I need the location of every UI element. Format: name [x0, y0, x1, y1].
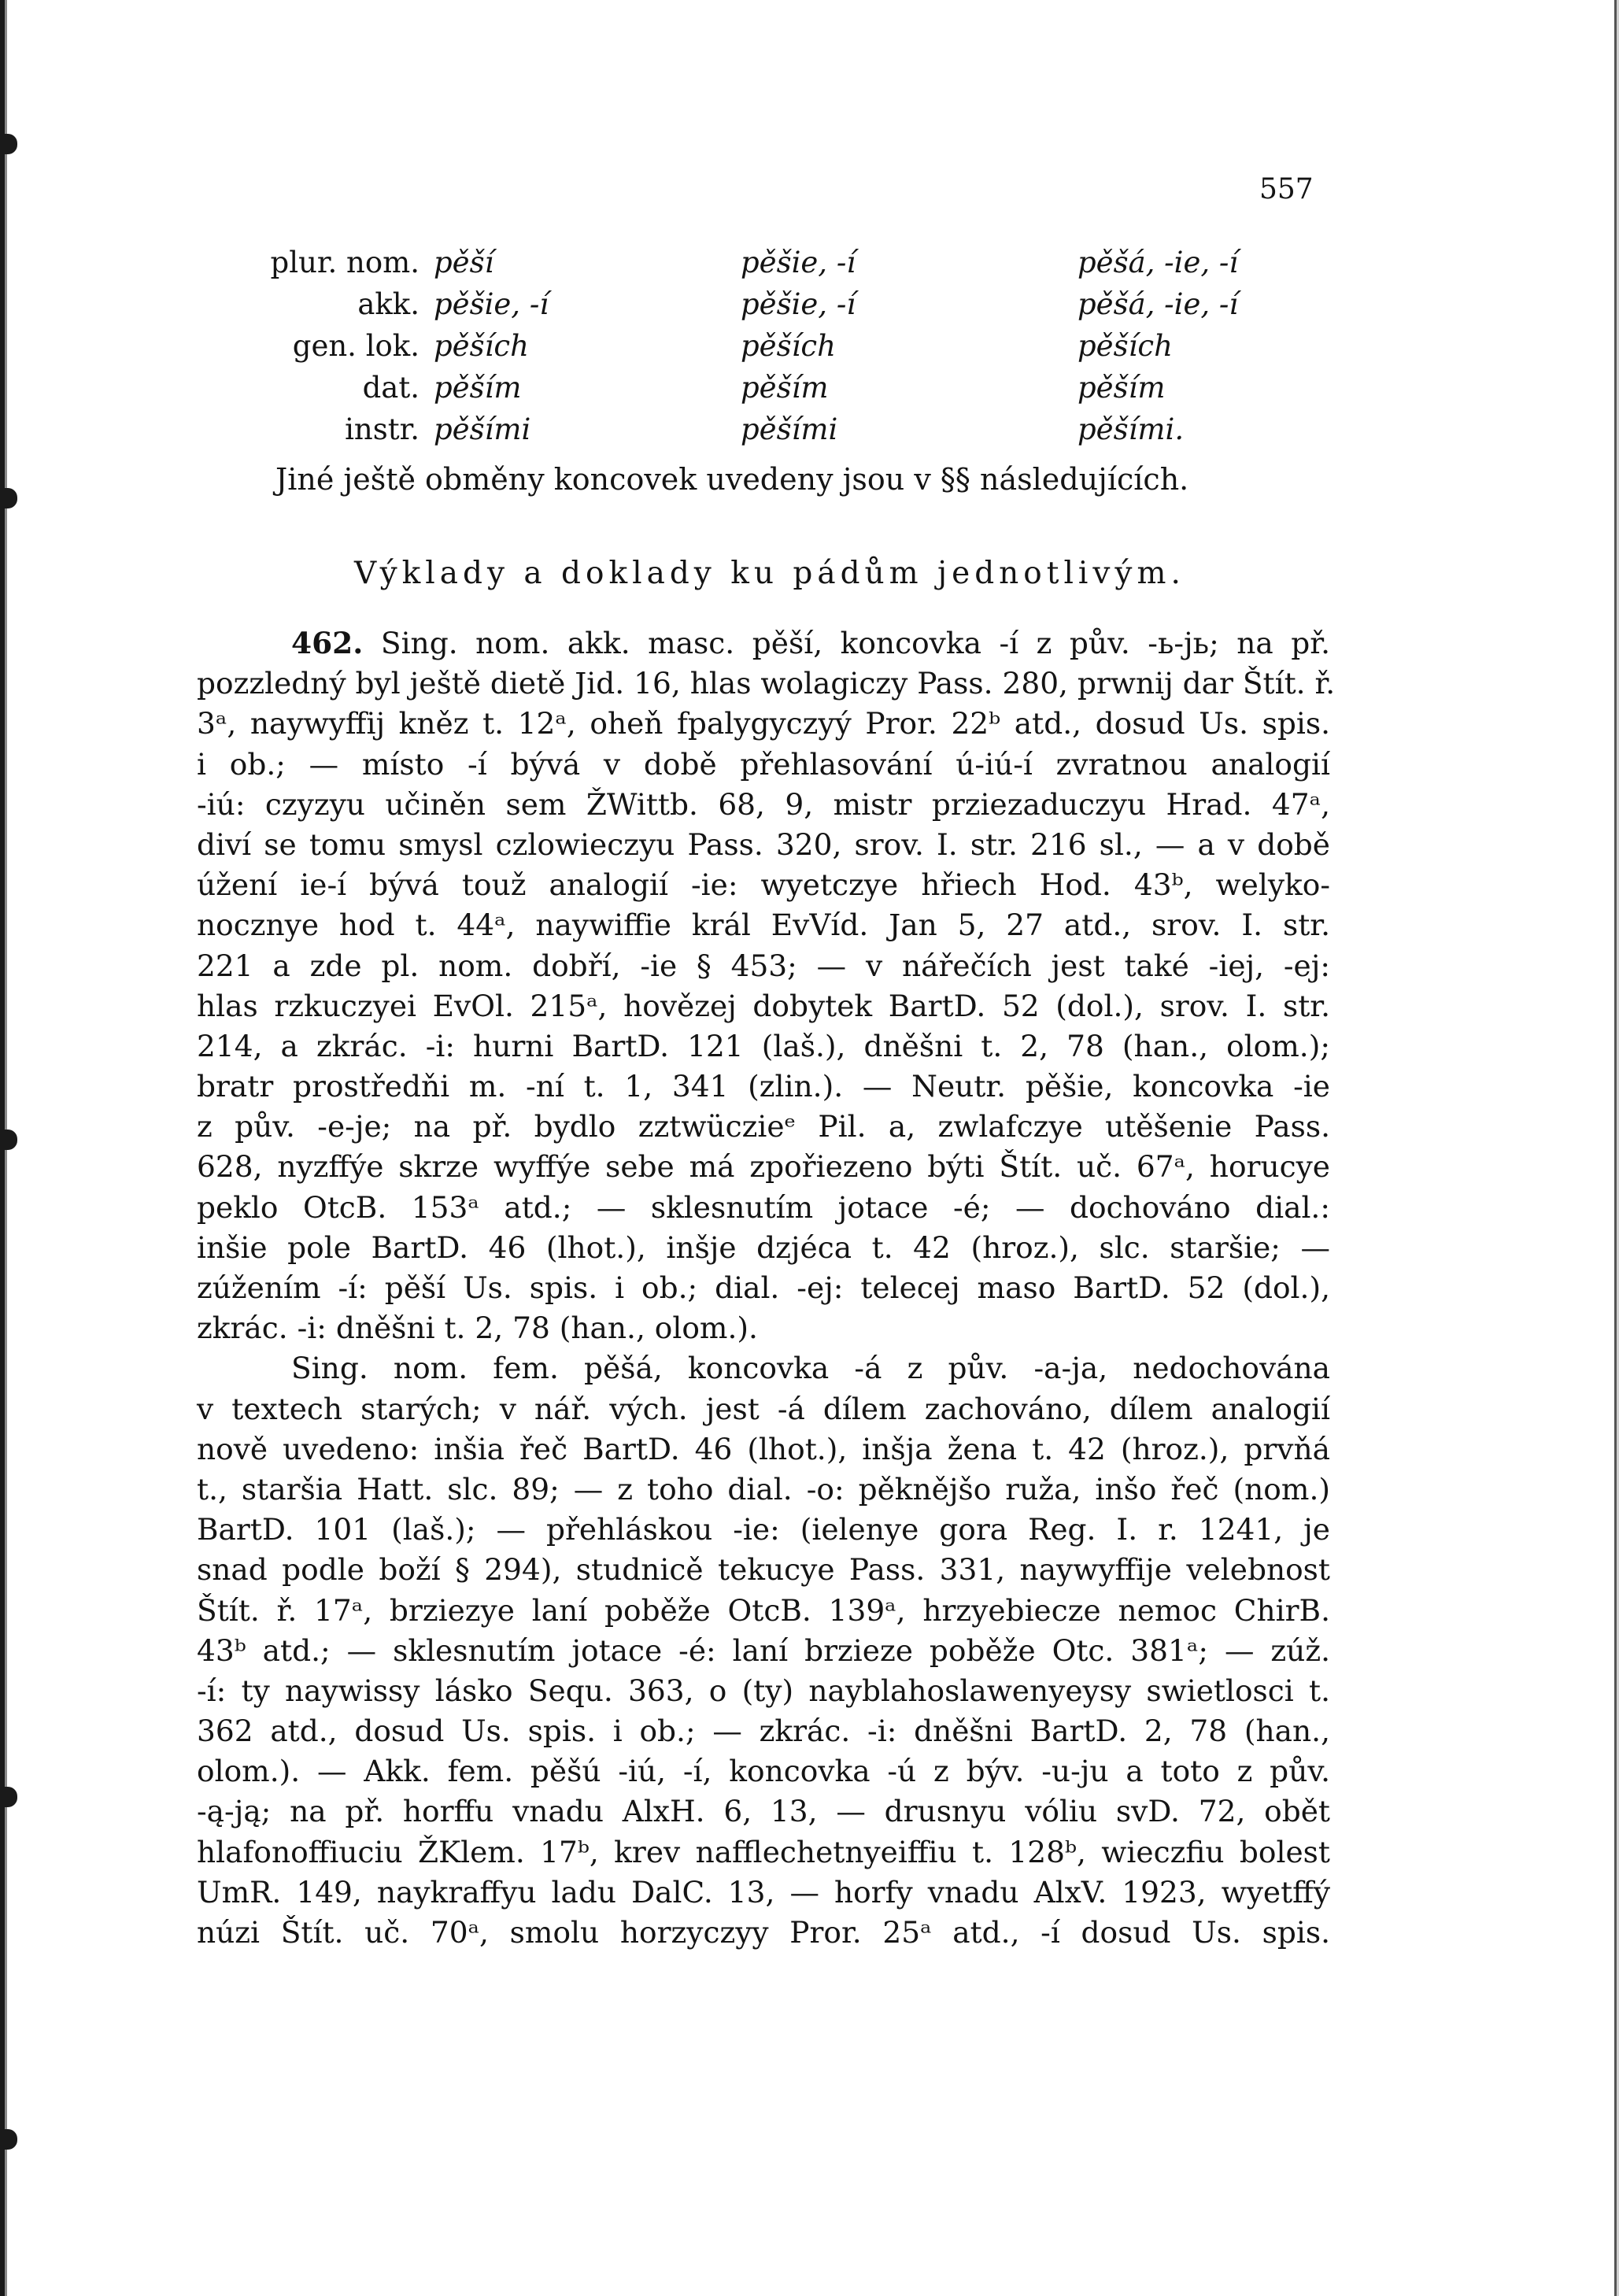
paragraph-462	[197, 623, 1336, 1953]
table-row	[203, 412, 1314, 454]
text-line: hlas rzkuczyei EvOl. 215ᵃ, hovězej dobytek BartD. 52 (dol.), srov. I. str.	[197, 988, 1330, 1023]
text-line: zkrác. -i: dněšni t. 2, 78 (han., olom.).	[197, 1311, 758, 1346]
text-line: Sing. nom. fem. pěšá, koncovka -á z pův. -a-ja, nedochována	[291, 1351, 1330, 1386]
case-label: gen. lok.	[292, 329, 420, 363]
table-row	[203, 246, 1314, 287]
form-neuter: pěšie, -í	[741, 246, 856, 279]
text-line: snad podle boží § 294), studnicě tekucye Pass. 331, naywyffije velebnost	[197, 1552, 1330, 1588]
text-line: -í: ty naywissy lásko Sequ. 363, o (ty) nayblahoslawenyeysy swietlosci t.	[197, 1673, 1330, 1708]
text-line: t., staršia Hatt. slc. 89; — z toho dial. -o: pěknějšo ruža, inšo řeč (nom.)	[197, 1471, 1330, 1507]
text-line: 362 atd., dosud Us. spis. i ob.; — zkrác. -i: dněšni BartD. 2, 78 (han.,	[197, 1714, 1330, 1749]
form-neuter: pěšími	[741, 412, 838, 446]
case-label: instr.	[345, 412, 420, 446]
form-feminine: pěších	[1077, 329, 1173, 363]
text-line: z pův. -e-je; na př. bydlo zztwüczieᵉ Pil. a, zwlafczye utěšenie Pass.	[197, 1109, 1330, 1144]
text-line: zúžením -í: pěší Us. spis. i ob.; dial. -ej: telecej maso BartD. 52 (dol.),	[197, 1270, 1330, 1305]
form-neuter: pěšie, -í	[741, 287, 856, 321]
form-masculine: pěšie, -í	[434, 287, 549, 321]
binding-mark	[0, 1787, 17, 1807]
text-line: peklo OtcB. 153ᵃ atd.; — sklesnutím jotace -é; — dochováno dial.:	[197, 1189, 1330, 1225]
case-label: dat.	[362, 371, 420, 405]
text-line: núzi Štít. uč. 70ᵃ, smolu horzyczyy Pror. 25ᵃ atd., -í dosud Us. spis.	[197, 1915, 1330, 1950]
form-masculine: pěšími	[434, 412, 531, 446]
text-line: -iú: czyzyu učiněn sem ŽWittb. 68, 9, mistr prziezaduczyu Hrad. 47ᵃ,	[197, 786, 1330, 822]
text-line: UmR. 149, naykraffyu ladu DalC. 13, — horfy vnadu AlxV. 1923, wyetffý	[197, 1874, 1330, 1910]
text-line: BartD. 101 (laš.); — přehláskou -ie: (ielenye gora Reg. I. r. 1241, je	[197, 1512, 1330, 1547]
form-feminine: pěšá, -ie, -í	[1077, 246, 1239, 279]
form-neuter: pěším	[741, 371, 829, 405]
form-masculine: pěší	[434, 246, 494, 279]
form-feminine: pěším	[1077, 371, 1166, 405]
text-line: olom.). — Akk. fem. pěšú -iú, -í, koncovka -ú z býv. -u-ju a toto z pův.	[197, 1754, 1330, 1789]
text-line: 3ᵃ, naywyffij kněz t. 12ᵃ, oheň fpalygyczyý Pror. 22ᵇ atd., dosud Us. spis.	[197, 706, 1330, 741]
line-text: Sing. nom. akk. masc. pěší, koncovka -í z pův. -ь-jь; na př.	[380, 626, 1330, 660]
text-line: úžení ie-í bývá touž analogií -ie: wyetczye hřiech Hod. 43ᵇ, welyko-	[197, 867, 1330, 903]
text-line	[197, 623, 1330, 664]
binding-mark	[0, 2129, 17, 2150]
form-masculine: pěších	[434, 329, 529, 363]
ending-variants-note: Jiné ještě obměny koncovek uvedeny jsou v §§ následujících.	[275, 462, 1189, 497]
text-line: 628, nyzffýe skrze wyffýe sebe má zpořiezeno býti Štít. uč. 67ᵃ, horucye	[197, 1149, 1330, 1185]
text-line: v textech starých; v nář. vých. jest -á dílem zachováno, dílem analogií	[197, 1391, 1330, 1426]
text-line: hlafonoffiuciu ŽKlem. 17ᵇ, krev nafflechetnyeiffiu t. 128ᵇ, wieczfiu bolest	[197, 1834, 1330, 1869]
form-neuter: pěších	[741, 329, 836, 363]
text-line: 214, a zkrác. -i: hurni BartD. 121 (laš.), dněšni t. 2, 78 (han., olom.);	[197, 1028, 1330, 1063]
text-line: pozzledný byl ještě dietě Jid. 16, hlas wolagiczy Pass. 280, prwnij dar Štít. ř.	[197, 666, 1336, 701]
form-masculine: pěším	[434, 371, 522, 405]
text-line: 43ᵇ atd.; — sklesnutím jotace -é: laní brzieze poběže Otc. 381ᵃ; — zúž.	[197, 1632, 1330, 1668]
text-line: 221 a zde pl. nom. dobří, -ie § 453; — v nářečích jest také -iej, -ej:	[197, 948, 1330, 983]
text-line: -ą-ją; na př. horffu vnadu AlxH. 6, 13, — drusnyu vóliu svD. 72, obět	[197, 1794, 1330, 1829]
text-line: nocznye hod t. 44ᵃ, naywiffie král EvVíd. Jan 5, 27 atd., srov. I. str.	[197, 908, 1330, 943]
page-number: 557	[1259, 173, 1314, 205]
text-line: i ob.; — místo -í bývá v době přehlasování ú-iú-í zvratnou analogií	[197, 746, 1330, 782]
section-heading: Výklady a doklady ku pádům jednotlivým.	[354, 556, 1185, 591]
declension-table	[203, 246, 1314, 454]
binding-mark	[0, 134, 17, 154]
table-row	[203, 371, 1314, 412]
form-feminine: pěšá, -ie, -í	[1077, 287, 1239, 321]
case-label: akk.	[357, 287, 420, 321]
text-line: diví se tomu smysl czlowieczyu Pass. 320, srov. I. str. 216 sl., — a v době	[197, 826, 1330, 862]
form-feminine: pěšími.	[1077, 412, 1185, 446]
text-line: inšie pole BartD. 46 (lhot.), inšje dzjéca t. 42 (hroz.), slc. staršie; —	[197, 1229, 1330, 1265]
text-line: nově uvedeno: inšia řeč BartD. 46 (lhot.), inšja žena t. 42 (hroz.), prvňá	[197, 1431, 1330, 1466]
text-line: bratr prostředňi m. -ní t. 1, 341 (zlin.). — Neutr. pěšie, koncovka -ie	[197, 1069, 1330, 1104]
table-row	[203, 287, 1314, 329]
binding-mark	[0, 488, 17, 508]
binding-mark	[0, 1130, 17, 1150]
case-label: plur. nom.	[270, 246, 420, 279]
paragraph-number: 462.	[291, 626, 364, 660]
table-row	[203, 329, 1314, 371]
text-line: Štít. ř. 17ᵃ, brziezye laní poběže OtcB. 139ᵃ, hrzyebiecze nemoc ChirB.	[197, 1592, 1330, 1628]
